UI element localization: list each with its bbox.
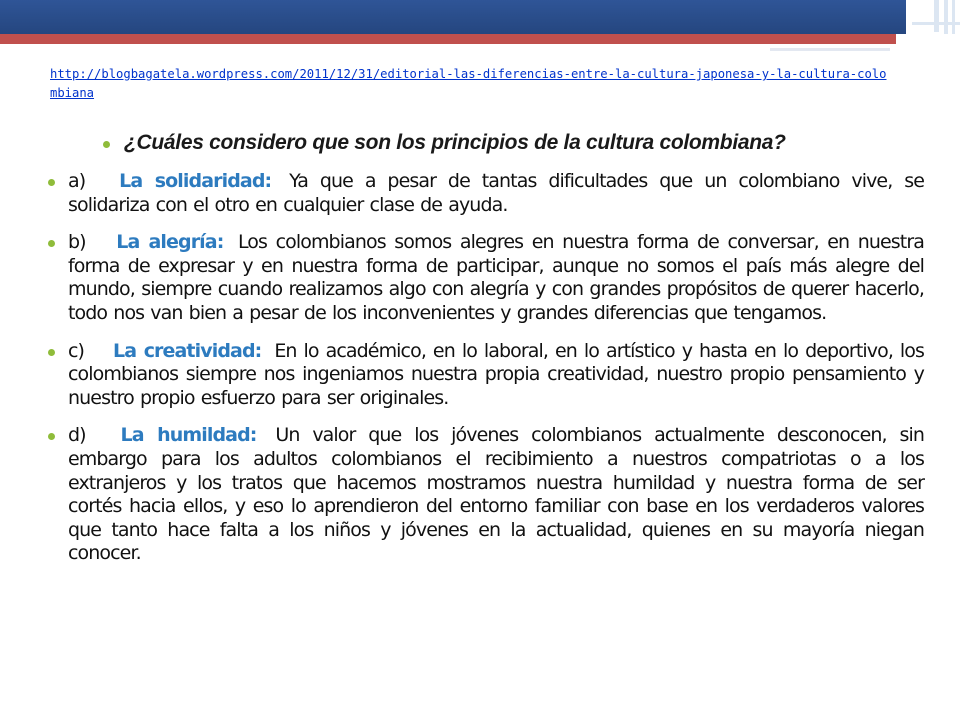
item-term: La solidaridad: — [119, 170, 272, 192]
bullet-icon — [103, 141, 110, 148]
bullet-icon — [48, 179, 55, 186]
list-item — [48, 231, 924, 325]
item-term: La creatividad: — [113, 339, 262, 362]
item-text: Ya que a pesar de tantas dificultades que un colombiano vive, se solidariza con el otro en cualquier clase de ayuda. — [68, 170, 925, 216]
slide-red-band — [0, 34, 896, 44]
item-text: Los colombianos somos alegres en nuestra forma de conversar, en nuestra forma de expresar y en nuestra forma de participar, aunque no somos el país más alegre del mundo, siempre cuando realizamos algo con alegría y con grandes propósitos de querer hacerlo, todo nos van bien a pesar de los inconvenientes y grandes diferencias que tengamos. — [68, 231, 925, 324]
question-heading — [103, 131, 923, 155]
item-letter: d) — [68, 424, 86, 447]
list-item — [48, 170, 924, 217]
item-text: Un valor que los jóvenes colombianos actualmente desconocen, sin embargo para los adultos colombianos el recibimiento a nuestros compatriotas o a los extranjeros y los tratos que hacemos mostramos nuestra humildad y nuestra forma de ser cortés hacia ellos, y eso lo aprendieron del entorno familiar con base en los verdaderos valores que tanto hace falta a los niños y jóvenes en la actualidad, quienes en su mayoría niegan conocer. — [68, 424, 924, 565]
item-letter: c) — [68, 339, 85, 362]
item-term: La alegría: — [116, 231, 224, 254]
bullet-icon — [48, 349, 55, 356]
item-text: En lo académico, en lo laboral, en lo artístico y hasta en lo deportivo, los colombianos siempre nos ingeniamos nuestra propia creatividad, nuestro propio pensamiento y nuestro propio esfuerzo para ser originales. — [68, 339, 925, 409]
slide-top-bar — [0, 0, 906, 34]
item-letter: b) — [68, 231, 86, 254]
source-link[interactable]: http://blogbagatela.wordpress.com/2011/12/31/editorial-las-diferencias-entre-la-cultura-japonesa-y-la-cultura-colombiana — [50, 67, 887, 100]
decorative-stripe — [934, 0, 939, 32]
item-term: La humildad: — [120, 424, 257, 447]
decorative-stripe — [770, 48, 890, 51]
principles-list — [48, 170, 924, 580]
list-item — [48, 340, 924, 411]
decorative-stripe — [912, 22, 960, 25]
decorative-stripe — [944, 0, 948, 34]
list-item — [48, 424, 924, 566]
item-letter: a) — [68, 170, 86, 192]
bullet-icon — [48, 433, 55, 440]
decorative-stripe — [952, 0, 955, 34]
question-text: ¿Cuáles considero que son los principios de la cultura colombiana? — [124, 131, 786, 154]
bullet-icon — [48, 240, 55, 247]
